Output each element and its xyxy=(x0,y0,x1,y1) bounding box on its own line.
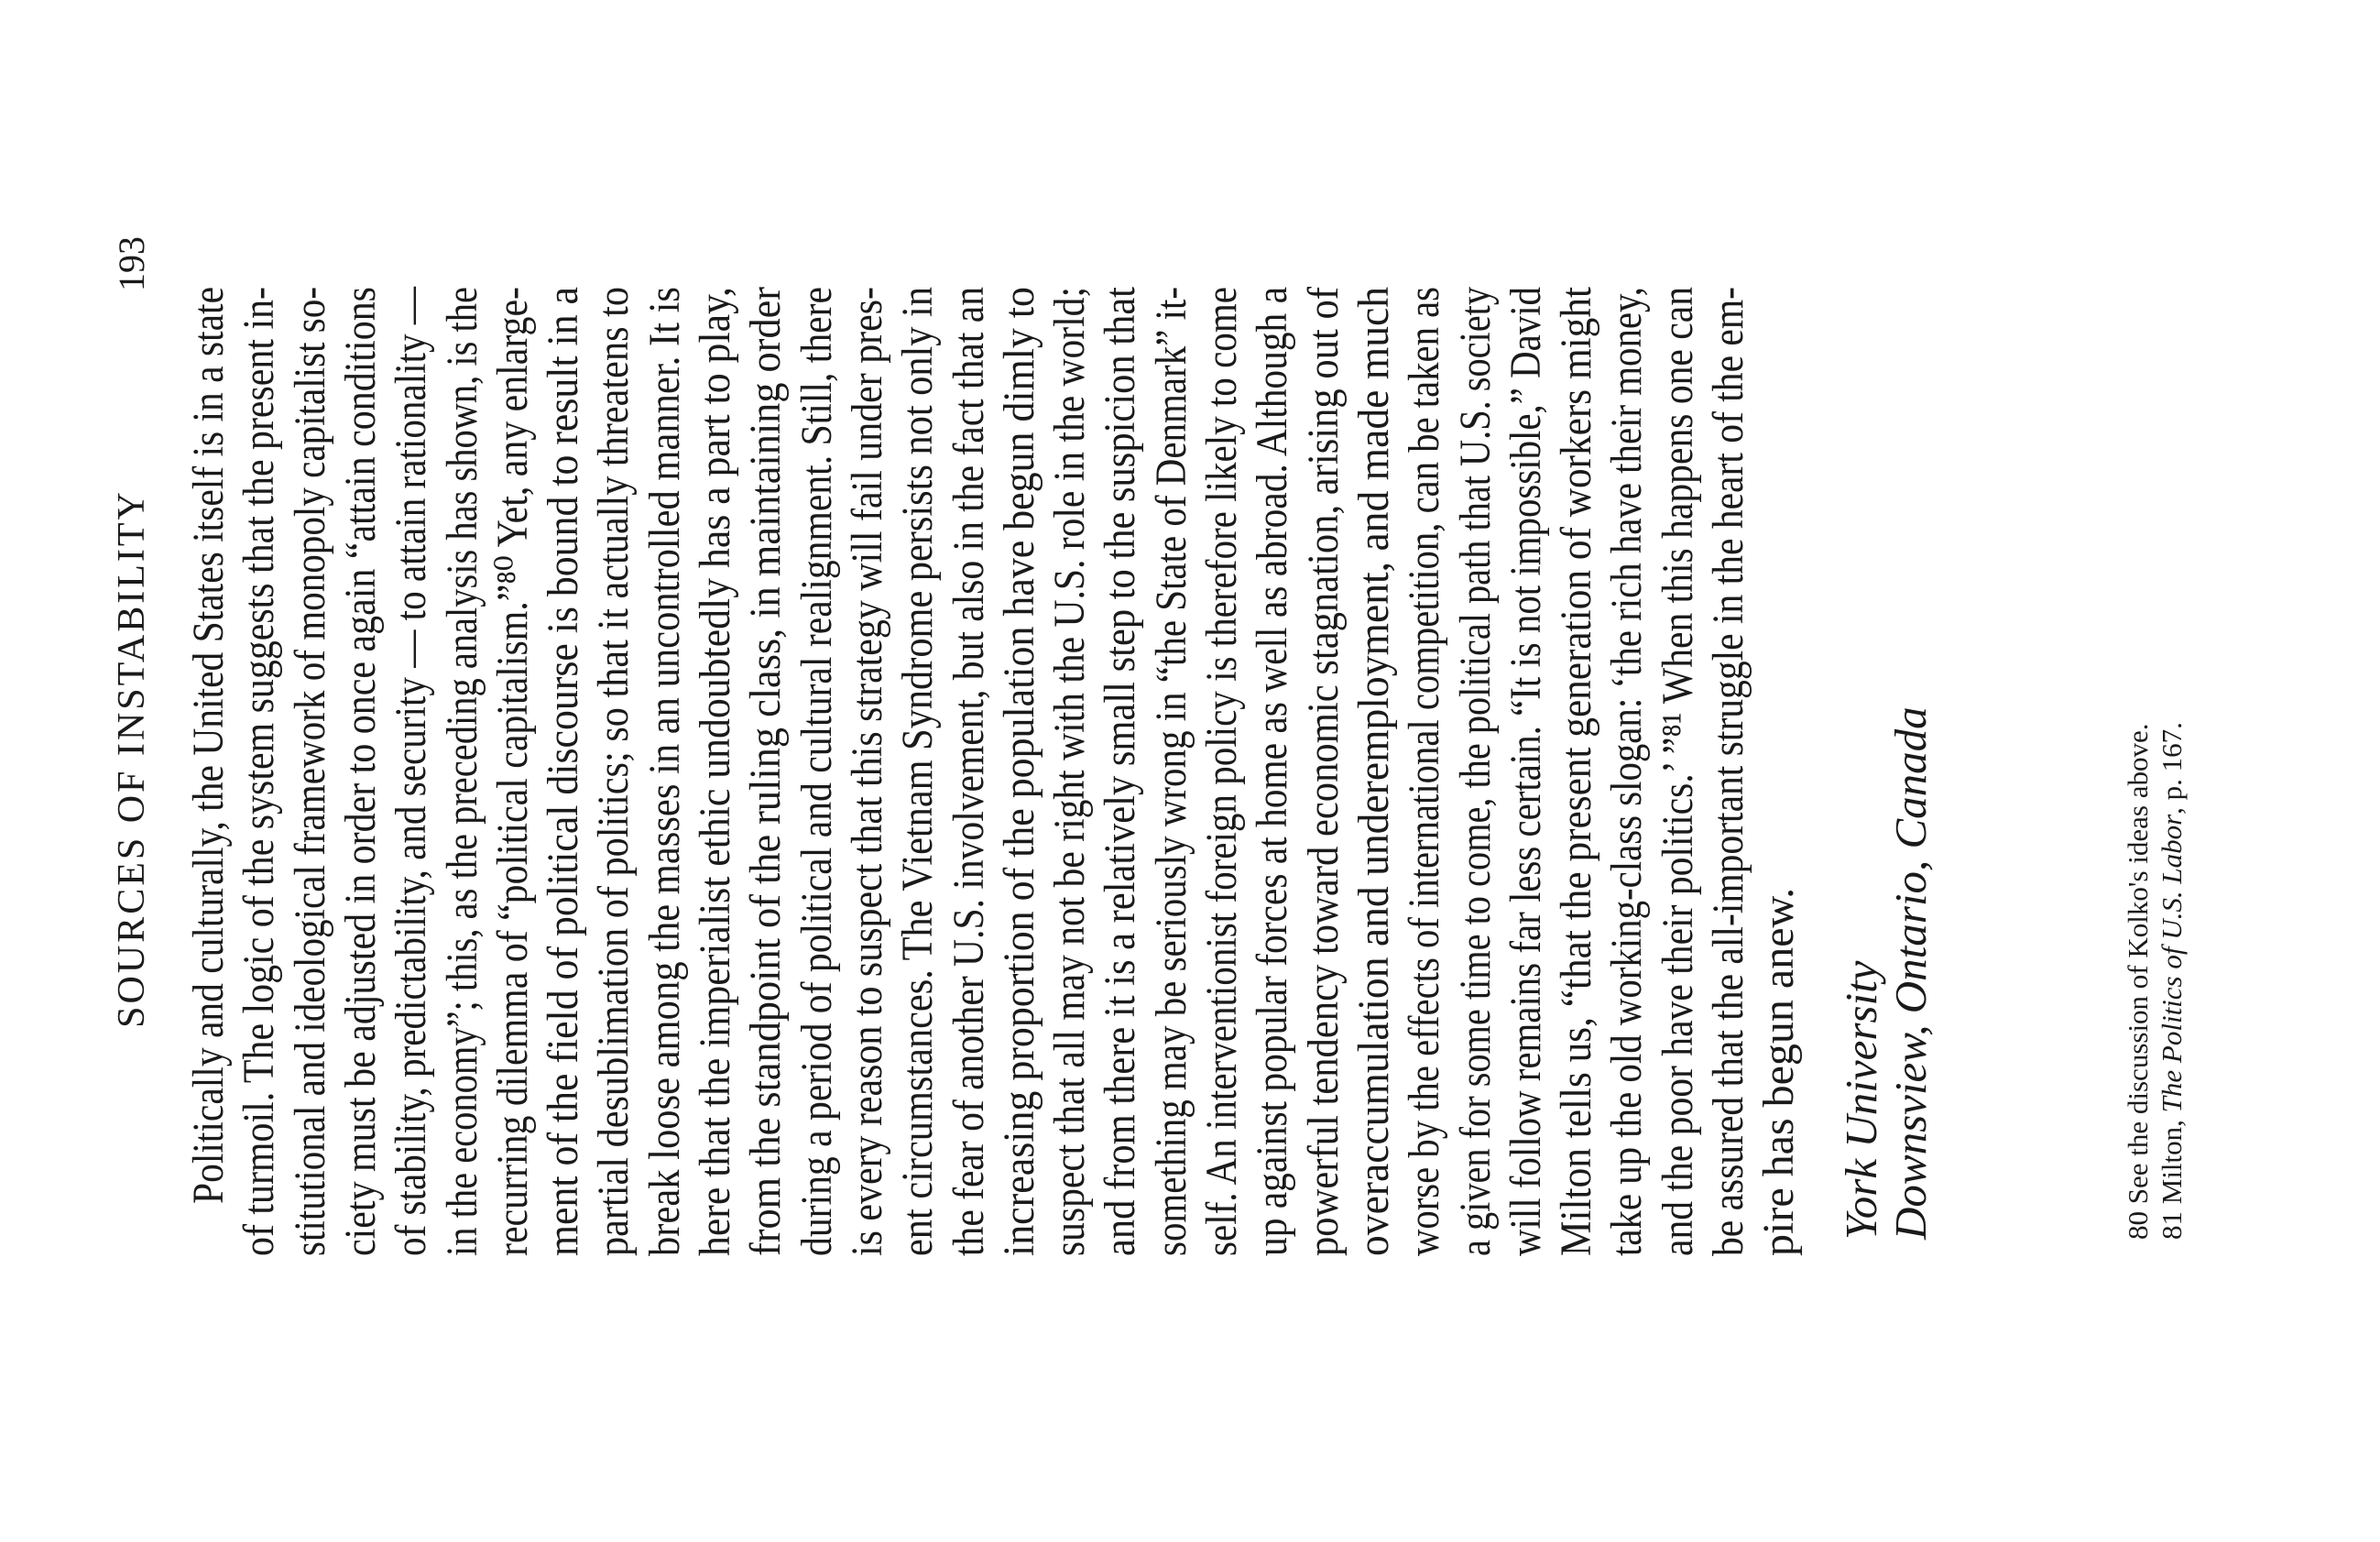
text-line: is every reason to suspect that this strategy will fail under pres- xyxy=(842,287,891,1256)
body-paragraph xyxy=(183,287,1878,1256)
text-line: self. An interventionist foreign policy is therefore likely to come xyxy=(1197,287,1246,1256)
text-line: ment of the field of political discourse is bound to result in a xyxy=(539,287,588,1256)
text-line: stitutional and ideological framework of monopoly capitalist so- xyxy=(285,287,334,1256)
footnote-number: 80 xyxy=(2122,1211,2154,1240)
text-line: Politically and culturally, the United States itself is in a state xyxy=(184,287,233,1204)
text-line: increasing proportion of the population have begun dimly to xyxy=(994,287,1043,1256)
text-line: up against popular forces at home as well as abroad. Although a xyxy=(1248,287,1297,1256)
text-line: from the standpoint of the ruling class, in maintaining order xyxy=(741,287,791,1256)
text-line: ciety must be adjusted in order to once again “attain conditions xyxy=(335,287,385,1256)
text-line: be assured that the all-important struggle in the heart of the em- xyxy=(1704,287,1752,1256)
affiliation-institution: York University xyxy=(1836,960,1886,1240)
text-line: take up the old working-class slogan: ‘the rich have their money, xyxy=(1602,287,1652,1256)
text-line: partial desublimation of politics; so that it actually threatens to xyxy=(589,287,639,1256)
page-number: 193 xyxy=(111,236,152,291)
text-line: will follow remains far less certain. “It is not impossible,” David xyxy=(1501,287,1550,1256)
footnote-title: The Politics of U.S. Labor xyxy=(2156,814,2188,1113)
footnote-text-after: , p. 167. xyxy=(2156,722,2188,815)
text-line: here that the imperialist ethic undoubtedly has a part to play, xyxy=(691,287,739,1256)
text-line: worse by the effects of international competition, can be taken as xyxy=(1400,287,1449,1256)
text-line: overaccumulation and underemployment, and made much xyxy=(1348,287,1398,1256)
text-line: break loose among the masses in an uncontrolled manner. It is xyxy=(639,287,689,1256)
running-head xyxy=(110,0,174,1542)
running-title: SOURCES OF INSTABILITY xyxy=(111,489,153,1028)
text-line: powerful tendency toward economic stagnation, arising out of xyxy=(1298,287,1348,1256)
text-line: during a period of political and cultural realignment. Still, there xyxy=(792,287,841,1256)
text-line: and the poor have their politics.’ ”⁸¹ When this happens one can xyxy=(1653,287,1702,1256)
affiliation xyxy=(1837,415,1947,1240)
text-line: Milton tells us, “that the present generation of workers might xyxy=(1552,287,1601,1256)
text-line: the fear of another U.S. involvement, but also in the fact that an xyxy=(944,287,993,1256)
text-line: something may be seriously wrong in “the State of Denmark” it- xyxy=(1146,287,1195,1256)
text-line: recurring dilemma of “political capitalism.”⁸⁰ Yet, any enlarge- xyxy=(487,287,537,1256)
text-line: ent circumstances. The Vietnam Syndrome persists not only in xyxy=(893,287,943,1256)
footnote-text: Milton, xyxy=(2156,1112,2188,1205)
footnote-80 xyxy=(2121,415,2155,1240)
text-line: suspect that all may not be right with the U.S. role in the world; xyxy=(1045,287,1095,1256)
footnotes xyxy=(2121,415,2194,1240)
footnote-81 xyxy=(2155,415,2189,1240)
text-line: and from there it is a relatively small step to the suspicion that xyxy=(1096,287,1145,1256)
text-line: in the economy”; this, as the preceding analysis has shown, is the xyxy=(437,287,486,1256)
text-line: of turmoil. The logic of the system suggests that the present in- xyxy=(235,287,284,1256)
text-line: of stability, predictability, and security — to attain rationality — xyxy=(387,287,436,1256)
affiliation-location: Downsview, Ontario, Canada xyxy=(1885,706,1936,1240)
text-line: a given for some time to come, the political path that U.S. society xyxy=(1450,287,1500,1256)
text-line: pire has begun anew. xyxy=(1754,887,1804,1256)
footnote-text: See the discussion of Kolko's ideas above. xyxy=(2122,723,2154,1205)
footnote-number: 81 xyxy=(2156,1211,2188,1240)
